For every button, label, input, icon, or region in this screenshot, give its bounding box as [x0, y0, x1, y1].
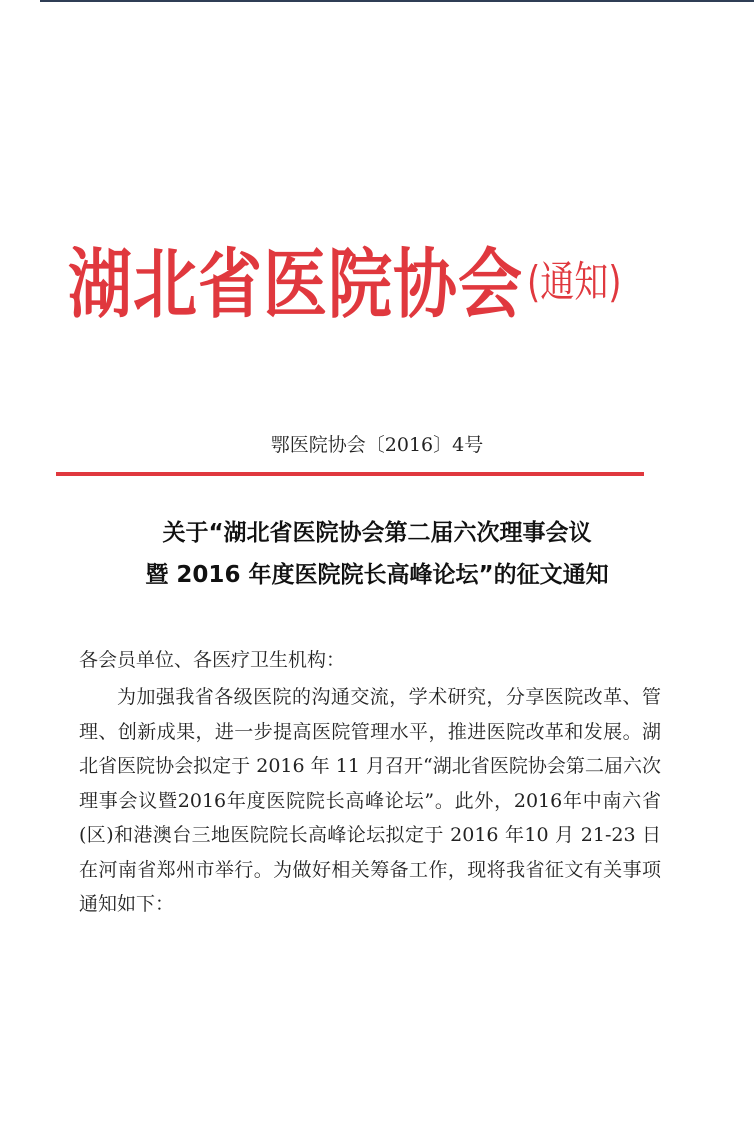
masthead — [68, 241, 708, 362]
body-paragraph: 为加强我省各级医院的沟通交流，学术研究，分享医院改革、管理、创新成果，进一步提高医院管理水平，推进医院改革和发展。湖北省医院协会拟定于 2016 年 11 月召开“湖北省医院协会第二届六次理事会议暨2016年度医院院长高峰论坛”。此外，2016年中南六省(区)和港澳台三地医院院长高峰论坛拟定于 2016 年10 月 21-23 日在河南省郑州市举行。为做好相关筹备工作，现将我省征文有关事项通知如下： — [79, 686, 661, 915]
masthead-doc-type: (通知) — [527, 257, 622, 308]
red-divider-rule — [56, 472, 644, 476]
document-title-line-2: 暨 2016 年度医院院长高峰论坛”的征文通知 — [145, 562, 609, 588]
document-number: 鄂医院协会〔2016〕4号 — [270, 434, 484, 456]
masthead-org-name: 湖北省医院协会 — [68, 241, 523, 330]
scan-top-edge — [40, 0, 754, 2]
document-title-line-1: 关于“湖北省医院协会第二届六次理事会议 — [162, 520, 592, 546]
salutation: 各会员单位、各医疗卫生机构： — [79, 649, 346, 671]
